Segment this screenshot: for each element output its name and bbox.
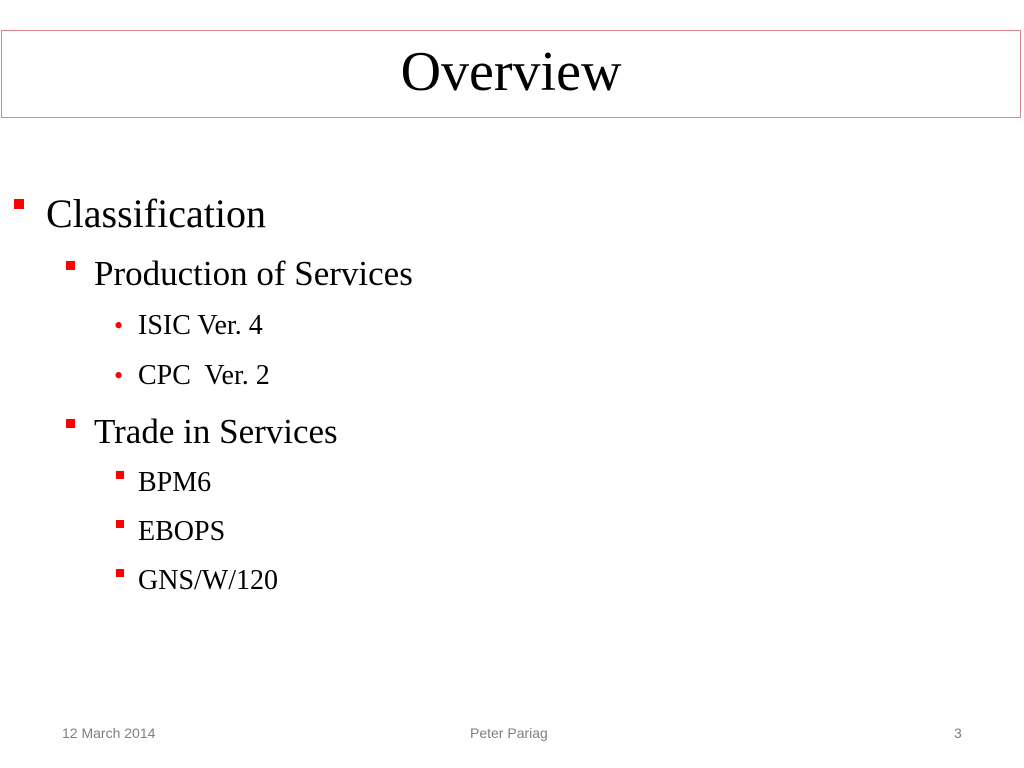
title-box xyxy=(1,30,1021,118)
square-bullet-icon xyxy=(66,261,75,270)
square-bullet-icon xyxy=(116,520,124,528)
bullet-text: ISIC Ver. 4 xyxy=(138,310,263,341)
bullet-text: Trade in Services xyxy=(94,412,338,451)
bullet-text: EBOPS xyxy=(138,516,226,547)
bullet-production-of-services xyxy=(66,254,413,294)
footer-author: Peter Pariag xyxy=(470,725,548,741)
bullet-isic-ver-4 xyxy=(114,310,263,342)
square-bullet-icon xyxy=(116,569,124,577)
bullet-cpc-ver-2 xyxy=(114,360,270,392)
bullet-text: Classification xyxy=(46,191,266,236)
round-bullet-icon: • xyxy=(114,311,124,340)
slide-title: Overview xyxy=(400,41,622,103)
square-bullet-icon xyxy=(116,471,124,479)
round-bullet-icon: • xyxy=(114,361,124,390)
bullet-ebops xyxy=(116,516,225,548)
square-bullet-icon xyxy=(14,199,24,209)
bullet-classification xyxy=(14,190,266,237)
bullet-gns-w-120 xyxy=(116,565,278,597)
footer-page-number: 3 xyxy=(954,725,962,741)
bullet-text: GNS/W/120 xyxy=(138,565,278,596)
square-bullet-icon xyxy=(66,419,75,428)
bullet-text: BPM6 xyxy=(138,467,212,498)
bullet-bpm6 xyxy=(116,467,211,499)
bullet-text: CPC Ver. 2 xyxy=(138,360,270,391)
bullet-text: Production of Services xyxy=(94,254,413,293)
footer-date: 12 March 2014 xyxy=(62,725,156,741)
bullet-trade-in-services xyxy=(66,412,338,452)
